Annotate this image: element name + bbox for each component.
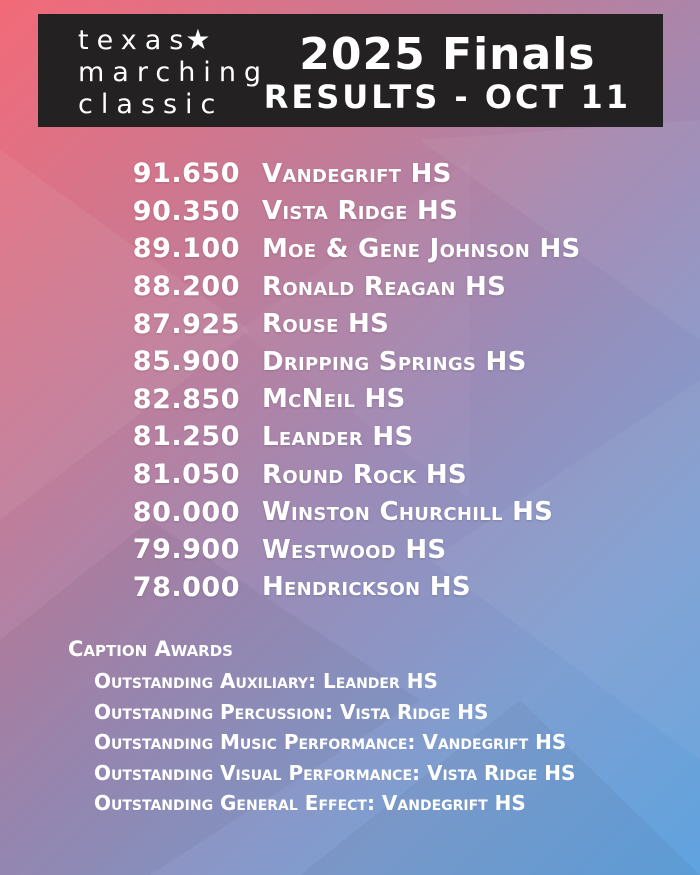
star-icon: ★ [185,23,211,56]
school-name: Round Rock HS [262,459,467,490]
school-name: Ronald Reagan HS [262,271,507,302]
event-subtitle: RESULTS - OCT 11 [263,78,631,116]
logo-word-texas: texas [78,25,192,56]
score: 79.900 [132,534,240,566]
result-row [120,230,660,268]
school-name: Rouse HS [262,309,390,340]
score: 82.850 [132,383,240,415]
school-name: Winston Churchill HS [262,497,554,528]
score: 88.200 [132,271,240,303]
result-row [120,418,660,456]
result-row [120,456,660,494]
school-name: Vandegrift HS [262,158,452,189]
score: 87.925 [132,308,240,340]
event-title-block [263,29,631,116]
caption-awards-heading: Caption Awards [68,637,233,661]
result-row [120,569,660,607]
score: 90.350 [132,195,240,227]
results-list [120,155,660,606]
school-name: Westwood HS [262,534,447,565]
caption-award-item: Outstanding Music Performance: Vandegrift HS [94,730,567,754]
school-name: Hendrickson HS [262,572,471,603]
school-name: Leander HS [262,421,414,452]
result-row [120,381,660,419]
result-row [120,193,660,231]
score: 81.250 [132,421,240,453]
result-row [120,155,660,193]
caption-award-item: Outstanding General Effect: Vandegrift HS [94,791,526,815]
logo-word-classic: classic [78,89,224,120]
score: 91.650 [132,158,240,190]
result-row [120,305,660,343]
school-name: Moe & Gene Johnson HS [262,233,581,264]
caption-award-item: Outstanding Auxiliary: Leander HS [94,669,438,693]
school-name: McNeil HS [262,384,406,415]
score: 78.000 [132,571,240,603]
header-banner [38,14,663,127]
school-name: Vista Ridge HS [262,196,459,227]
caption-awards [68,634,575,819]
score: 80.000 [132,496,240,528]
event-logo [78,24,269,121]
result-row [120,493,660,531]
result-row [120,343,660,381]
score: 89.100 [132,233,240,265]
caption-award-item: Outstanding Visual Performance: Vista Ridge HS [94,760,576,785]
logo-word-marching: marching [78,57,270,88]
score: 85.900 [132,346,240,378]
event-title: 2025 Finals [299,29,596,80]
result-row [120,531,660,569]
caption-award-item: Outstanding Percussion: Vista Ridge HS [94,699,489,724]
result-row [120,268,660,306]
school-name: Dripping Springs HS [262,346,527,377]
score: 81.050 [132,459,240,491]
